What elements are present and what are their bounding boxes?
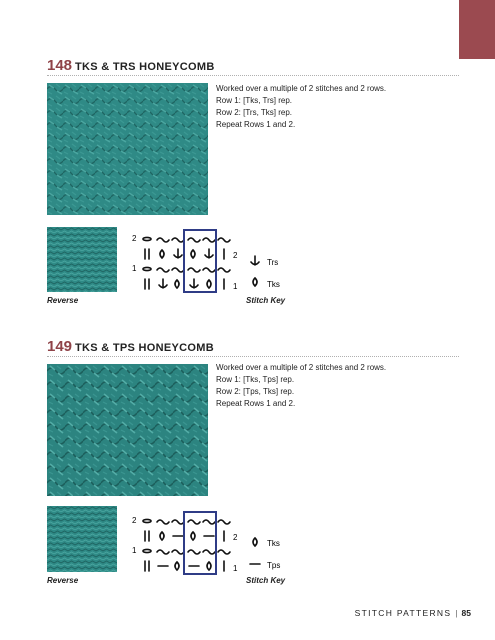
key-label: Tps (267, 561, 281, 570)
tilde-symbol (157, 520, 169, 524)
instruction-line: Row 1: [Tks, Trs] rep. (216, 96, 293, 105)
anchor-icon (251, 256, 259, 265)
tilde-symbol (218, 268, 230, 272)
row-label: 1 (233, 564, 238, 573)
pattern-heading (47, 57, 215, 75)
instruction-line: Worked over a multiple of 2 stitches and 2 rows. (216, 363, 387, 372)
teardrop-symbol (207, 562, 211, 570)
pattern-instructions (216, 362, 386, 410)
pattern-title: TKS & TPS HONEYCOMB (75, 342, 214, 354)
reverse-swatch-photo (47, 227, 117, 292)
anchor-symbol (159, 279, 167, 288)
oval-symbol (143, 519, 151, 522)
page-number: 85 (461, 608, 471, 618)
tilde-symbol (188, 268, 200, 272)
tilde-symbol (218, 550, 230, 554)
section-title: STITCH PATTERNS (354, 608, 452, 618)
row-label: 2 (132, 234, 137, 243)
pattern-title: TKS & TRS HONEYCOMB (75, 61, 215, 73)
teardrop-symbol (191, 532, 195, 540)
reverse-swatch-photo (47, 506, 117, 572)
pattern-instructions (216, 83, 386, 131)
tilde-symbol (157, 268, 169, 272)
row-label: 2 (233, 251, 238, 260)
instruction-line: Worked over a multiple of 2 stitches and 2 rows. (216, 84, 387, 93)
tilde-symbol (188, 520, 200, 524)
row-label: 1 (132, 264, 137, 273)
row-label: 1 (233, 282, 238, 291)
oval-symbol (143, 237, 151, 240)
bar-symbol (145, 249, 149, 259)
bar-symbol (145, 279, 149, 289)
teardrop-symbol (207, 280, 211, 288)
chapter-tab (459, 0, 495, 59)
tilde-symbol (172, 268, 184, 272)
footer-separator: | (455, 608, 458, 618)
divider (47, 75, 459, 76)
tilde-symbol (172, 238, 184, 242)
key-label: Trs (267, 258, 279, 267)
tilde-symbol (203, 550, 215, 554)
tilde-symbol (157, 550, 169, 554)
teardrop-icon (253, 538, 257, 546)
tilde-symbol (218, 238, 230, 242)
tilde-symbol (218, 520, 230, 524)
teardrop-symbol (160, 532, 164, 540)
instruction-line: Repeat Rows 1 and 2. (216, 399, 296, 408)
front-swatch-photo (47, 83, 208, 215)
stitch-key (245, 252, 305, 292)
stitch-key (245, 533, 305, 575)
tilde-symbol (203, 520, 215, 524)
tilde-symbol (203, 268, 215, 272)
stitch-chart (125, 228, 245, 294)
stitch-key-caption: Stitch Key (246, 576, 286, 585)
anchor-symbol (190, 279, 198, 288)
tilde-symbol (188, 238, 200, 242)
stitch-chart (125, 510, 245, 576)
reverse-caption: Reverse (47, 296, 79, 305)
instruction-line: Row 2: [Trs, Tks] rep. (216, 108, 293, 117)
bar-symbol (145, 531, 149, 541)
teardrop-icon (253, 278, 257, 286)
oval-symbol (143, 549, 151, 552)
pattern-number: 148 (47, 57, 73, 74)
teardrop-symbol (175, 562, 179, 570)
key-label: Tks (267, 280, 280, 289)
instruction-line: Repeat Rows 1 and 2. (216, 120, 296, 129)
reverse-caption: Reverse (47, 576, 79, 585)
teardrop-symbol (175, 280, 179, 288)
row-label: 2 (233, 533, 238, 542)
pattern-heading (47, 338, 214, 356)
oval-symbol (143, 267, 151, 270)
instruction-line: Row 1: [Tks, Tps] rep. (216, 375, 295, 384)
tilde-symbol (188, 550, 200, 554)
instruction-line: Row 2: [Tps, Tks] rep. (216, 387, 295, 396)
teardrop-symbol (191, 250, 195, 258)
tilde-symbol (157, 238, 169, 242)
front-swatch-photo (47, 364, 208, 496)
bar-symbol (145, 561, 149, 571)
key-label: Tks (267, 539, 280, 548)
tilde-symbol (172, 520, 184, 524)
tilde-symbol (172, 550, 184, 554)
anchor-symbol (174, 249, 182, 258)
teardrop-symbol (160, 250, 164, 258)
divider (47, 356, 459, 357)
page-footer (355, 608, 471, 618)
row-label: 1 (132, 546, 137, 555)
tilde-symbol (203, 238, 215, 242)
anchor-symbol (205, 249, 213, 258)
stitch-key-caption: Stitch Key (246, 296, 286, 305)
row-label: 2 (132, 516, 137, 525)
pattern-number: 149 (47, 338, 73, 355)
